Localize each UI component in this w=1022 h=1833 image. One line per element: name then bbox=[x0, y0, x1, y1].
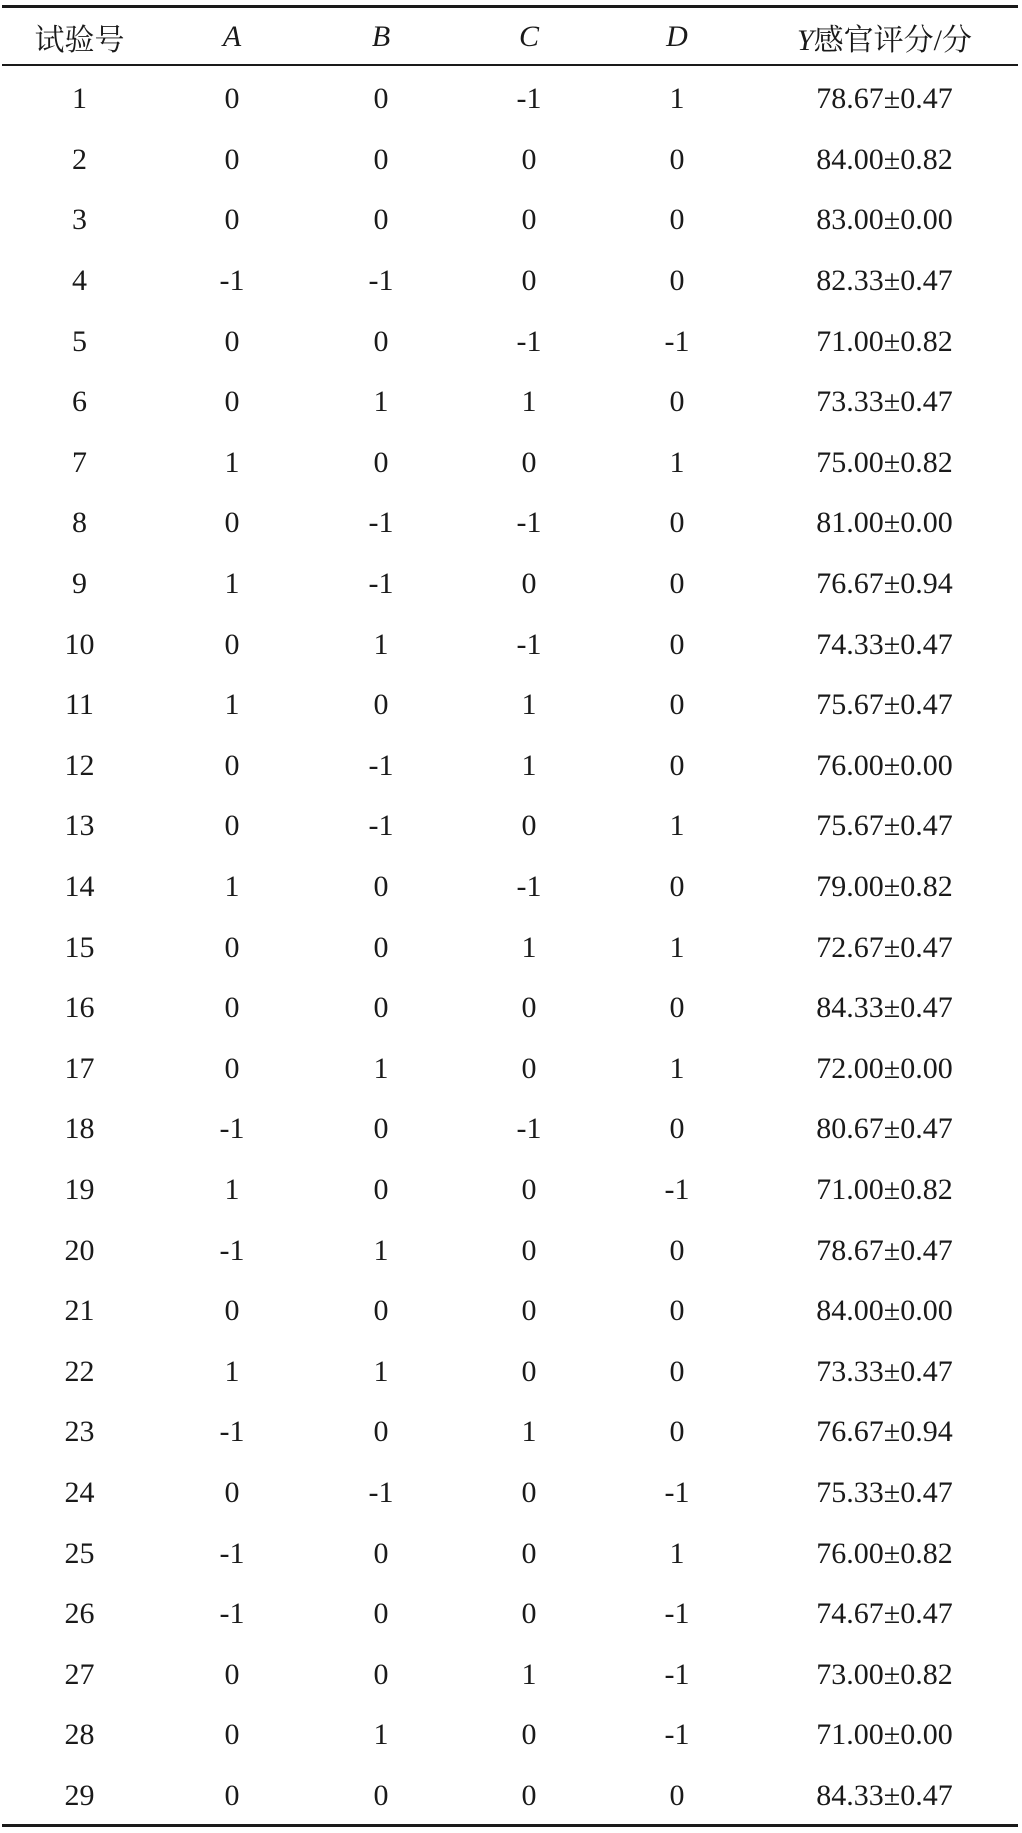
cell-b: 0 bbox=[373, 1778, 389, 1812]
cell-y: 76.67±0.94 bbox=[816, 1415, 953, 1449]
header-y-symbol: Y bbox=[796, 23, 814, 57]
cell-b: 1 bbox=[373, 1718, 389, 1752]
cell-c: -1 bbox=[516, 82, 542, 116]
table-row bbox=[2, 1584, 1018, 1645]
cell-b: 0 bbox=[373, 1112, 389, 1146]
cell-c: 0 bbox=[521, 1051, 537, 1085]
cell-a: 0 bbox=[224, 142, 240, 176]
cell-c: 1 bbox=[521, 688, 537, 722]
cell-a: 0 bbox=[224, 930, 240, 964]
cell-d: -1 bbox=[664, 1475, 690, 1509]
cell-a: 0 bbox=[224, 82, 240, 116]
table-row bbox=[2, 857, 1018, 918]
cell-c: 1 bbox=[521, 385, 537, 419]
cell-trial: 9 bbox=[72, 567, 87, 601]
cell-a: -1 bbox=[219, 1597, 245, 1631]
cell-trial: 7 bbox=[72, 445, 87, 479]
cell-b: 1 bbox=[373, 1051, 389, 1085]
cell-y: 83.00±0.00 bbox=[816, 203, 953, 237]
cell-a: -1 bbox=[219, 1536, 245, 1570]
cell-a: 1 bbox=[224, 1354, 240, 1388]
cell-b: 0 bbox=[373, 445, 389, 479]
cell-y: 75.67±0.47 bbox=[816, 809, 953, 843]
cell-a: 0 bbox=[224, 1778, 240, 1812]
cell-d: 0 bbox=[669, 385, 685, 419]
cell-d: 0 bbox=[669, 203, 685, 237]
cell-y: 74.33±0.47 bbox=[816, 627, 953, 661]
cell-trial: 17 bbox=[64, 1051, 95, 1085]
cell-c: 0 bbox=[521, 1354, 537, 1388]
cell-y: 73.33±0.47 bbox=[816, 385, 953, 419]
cell-trial: 21 bbox=[64, 1294, 95, 1328]
cell-a: 1 bbox=[224, 445, 240, 479]
cell-d: -1 bbox=[664, 324, 690, 358]
cell-a: 0 bbox=[224, 991, 240, 1025]
cell-d: 0 bbox=[669, 1415, 685, 1449]
cell-c: 1 bbox=[521, 1415, 537, 1449]
cell-y: 72.67±0.47 bbox=[816, 930, 953, 964]
cell-y: 84.00±0.82 bbox=[816, 142, 953, 176]
cell-b: -1 bbox=[368, 506, 394, 540]
cell-y: 82.33±0.47 bbox=[816, 264, 953, 298]
cell-d: 1 bbox=[669, 1051, 685, 1085]
cell-a: -1 bbox=[219, 1112, 245, 1146]
header-c: C bbox=[518, 19, 539, 53]
table-row bbox=[2, 433, 1018, 494]
cell-trial: 5 bbox=[72, 324, 87, 358]
cell-y: 71.00±0.82 bbox=[816, 324, 953, 358]
header-y bbox=[751, 8, 1018, 65]
cell-a: 0 bbox=[224, 1294, 240, 1328]
cell-c: 0 bbox=[521, 991, 537, 1025]
cell-b: 0 bbox=[373, 1657, 389, 1691]
cell-trial: 27 bbox=[64, 1657, 95, 1691]
cell-trial: 22 bbox=[64, 1354, 95, 1388]
cell-d: -1 bbox=[664, 1657, 690, 1691]
cell-trial: 28 bbox=[64, 1718, 95, 1752]
cell-a: 0 bbox=[224, 627, 240, 661]
cell-a: 0 bbox=[224, 809, 240, 843]
cell-d: 0 bbox=[669, 1294, 685, 1328]
cell-trial: 18 bbox=[64, 1112, 95, 1146]
cell-y: 73.33±0.47 bbox=[816, 1354, 953, 1388]
cell-b: 0 bbox=[373, 1172, 389, 1206]
cell-c: 0 bbox=[521, 264, 537, 298]
header-row bbox=[2, 8, 1018, 65]
cell-y: 76.67±0.94 bbox=[816, 567, 953, 601]
cell-d: 0 bbox=[669, 506, 685, 540]
cell-trial: 3 bbox=[72, 203, 87, 237]
cell-c: 0 bbox=[521, 1597, 537, 1631]
cell-b: 0 bbox=[373, 688, 389, 722]
cell-c: 0 bbox=[521, 809, 537, 843]
cell-a: -1 bbox=[219, 1233, 245, 1267]
cell-trial: 12 bbox=[64, 748, 95, 782]
cell-c: -1 bbox=[516, 506, 542, 540]
cell-y: 80.67±0.47 bbox=[816, 1112, 953, 1146]
cell-b: 0 bbox=[373, 82, 389, 116]
data-table bbox=[2, 8, 1018, 1826]
table-row bbox=[2, 1039, 1018, 1100]
cell-a: -1 bbox=[219, 1415, 245, 1449]
cell-b: 0 bbox=[373, 1597, 389, 1631]
table-row bbox=[2, 65, 1018, 130]
table-row bbox=[2, 736, 1018, 797]
cell-c: 0 bbox=[521, 1475, 537, 1509]
cell-c: -1 bbox=[516, 324, 542, 358]
cell-c: -1 bbox=[516, 627, 542, 661]
cell-c: -1 bbox=[516, 870, 542, 904]
cell-d: 0 bbox=[669, 688, 685, 722]
table-body bbox=[2, 65, 1018, 1826]
cell-c: 0 bbox=[521, 1536, 537, 1570]
cell-trial: 11 bbox=[65, 688, 94, 722]
table-row bbox=[2, 1160, 1018, 1221]
cell-d: -1 bbox=[664, 1718, 690, 1752]
table-row bbox=[2, 1341, 1018, 1402]
cell-trial: 20 bbox=[64, 1233, 95, 1267]
cell-y: 81.00±0.00 bbox=[816, 506, 953, 540]
cell-y: 84.00±0.00 bbox=[816, 1294, 953, 1328]
cell-d: 0 bbox=[669, 1354, 685, 1388]
cell-b: -1 bbox=[368, 1475, 394, 1509]
table-row bbox=[2, 311, 1018, 372]
cell-y: 84.33±0.47 bbox=[816, 1778, 953, 1812]
table-row bbox=[2, 1402, 1018, 1463]
cell-y: 78.67±0.47 bbox=[816, 82, 953, 116]
cell-trial: 19 bbox=[64, 1172, 95, 1206]
cell-b: -1 bbox=[368, 264, 394, 298]
cell-a: 0 bbox=[224, 748, 240, 782]
header-y-label: 感官评分/分 bbox=[813, 23, 973, 57]
cell-a: 0 bbox=[224, 385, 240, 419]
cell-trial: 15 bbox=[64, 930, 95, 964]
cell-c: 1 bbox=[521, 1657, 537, 1691]
cell-c: 1 bbox=[521, 930, 537, 964]
cell-d: 0 bbox=[669, 1778, 685, 1812]
header-d: D bbox=[666, 19, 688, 53]
cell-a: 1 bbox=[224, 567, 240, 601]
cell-d: 1 bbox=[669, 445, 685, 479]
cell-b: 0 bbox=[373, 203, 389, 237]
cell-a: 0 bbox=[224, 1718, 240, 1752]
cell-b: 1 bbox=[373, 627, 389, 661]
cell-d: 0 bbox=[669, 627, 685, 661]
cell-a: -1 bbox=[219, 264, 245, 298]
table-row bbox=[2, 1705, 1018, 1766]
cell-b: 0 bbox=[373, 1536, 389, 1570]
cell-trial: 6 bbox=[72, 385, 87, 419]
cell-y: 79.00±0.82 bbox=[816, 870, 953, 904]
table-row bbox=[2, 675, 1018, 736]
cell-b: 0 bbox=[373, 324, 389, 358]
cell-d: 0 bbox=[669, 748, 685, 782]
cell-b: 0 bbox=[373, 1294, 389, 1328]
cell-c: 0 bbox=[521, 1294, 537, 1328]
table-row bbox=[2, 251, 1018, 312]
cell-y: 71.00±0.82 bbox=[816, 1172, 953, 1206]
cell-c: -1 bbox=[516, 1112, 542, 1146]
cell-y: 71.00±0.00 bbox=[816, 1718, 953, 1752]
table-row bbox=[2, 1281, 1018, 1342]
table-row bbox=[2, 1644, 1018, 1705]
cell-d: 1 bbox=[669, 82, 685, 116]
cell-a: 0 bbox=[224, 1475, 240, 1509]
cell-c: 1 bbox=[521, 748, 537, 782]
cell-a: 0 bbox=[224, 506, 240, 540]
cell-b: 0 bbox=[373, 870, 389, 904]
cell-b: 1 bbox=[373, 1233, 389, 1267]
cell-b: 0 bbox=[373, 142, 389, 176]
table-row bbox=[2, 1220, 1018, 1281]
cell-c: 0 bbox=[521, 1778, 537, 1812]
cell-y: 75.67±0.47 bbox=[816, 688, 953, 722]
table-row bbox=[2, 1099, 1018, 1160]
cell-d: 1 bbox=[669, 809, 685, 843]
cell-d: 0 bbox=[669, 870, 685, 904]
header-a: A bbox=[222, 19, 242, 53]
cell-c: 0 bbox=[521, 1172, 537, 1206]
cell-a: 0 bbox=[224, 1051, 240, 1085]
cell-trial: 10 bbox=[64, 627, 95, 661]
cell-c: 0 bbox=[521, 1718, 537, 1752]
cell-y: 76.00±0.82 bbox=[816, 1536, 953, 1570]
cell-b: 0 bbox=[373, 930, 389, 964]
cell-a: 1 bbox=[224, 870, 240, 904]
table-row bbox=[2, 1766, 1018, 1827]
table-row bbox=[2, 554, 1018, 615]
cell-d: 1 bbox=[669, 930, 685, 964]
cell-d: 0 bbox=[669, 567, 685, 601]
header-trial: 试验号 bbox=[34, 23, 125, 57]
cell-y: 78.67±0.47 bbox=[816, 1233, 953, 1267]
cell-d: -1 bbox=[664, 1597, 690, 1631]
table-row bbox=[2, 1523, 1018, 1584]
cell-trial: 13 bbox=[64, 809, 95, 843]
cell-d: 0 bbox=[669, 991, 685, 1025]
cell-y: 74.67±0.47 bbox=[816, 1597, 953, 1631]
cell-trial: 23 bbox=[64, 1415, 95, 1449]
table-row bbox=[2, 796, 1018, 857]
cell-d: 0 bbox=[669, 1112, 685, 1146]
table-row bbox=[2, 493, 1018, 554]
cell-b: 1 bbox=[373, 1354, 389, 1388]
cell-a: 0 bbox=[224, 324, 240, 358]
cell-y: 76.00±0.00 bbox=[816, 748, 953, 782]
cell-b: 0 bbox=[373, 991, 389, 1025]
cell-a: 1 bbox=[224, 688, 240, 722]
cell-y: 84.33±0.47 bbox=[816, 991, 953, 1025]
cell-d: 0 bbox=[669, 264, 685, 298]
cell-trial: 1 bbox=[72, 82, 87, 116]
cell-trial: 16 bbox=[64, 991, 95, 1025]
cell-y: 75.33±0.47 bbox=[816, 1475, 953, 1509]
cell-trial: 2 bbox=[72, 142, 87, 176]
cell-a: 0 bbox=[224, 1657, 240, 1691]
cell-y: 75.00±0.82 bbox=[816, 445, 953, 479]
cell-c: 0 bbox=[521, 445, 537, 479]
table-row bbox=[2, 917, 1018, 978]
table-row bbox=[2, 1463, 1018, 1524]
cell-trial: 8 bbox=[72, 506, 87, 540]
cell-trial: 4 bbox=[72, 264, 87, 298]
table-row bbox=[2, 190, 1018, 251]
cell-b: 1 bbox=[373, 385, 389, 419]
cell-b: -1 bbox=[368, 809, 394, 843]
table-row bbox=[2, 372, 1018, 433]
cell-trial: 14 bbox=[64, 870, 95, 904]
cell-b: 0 bbox=[373, 1415, 389, 1449]
table-row bbox=[2, 978, 1018, 1039]
cell-b: -1 bbox=[368, 748, 394, 782]
cell-trial: 29 bbox=[64, 1778, 95, 1812]
cell-d: 1 bbox=[669, 1536, 685, 1570]
cell-c: 0 bbox=[521, 142, 537, 176]
cell-c: 0 bbox=[521, 567, 537, 601]
cell-a: 0 bbox=[224, 203, 240, 237]
header-b: B bbox=[371, 19, 391, 53]
table-row bbox=[2, 614, 1018, 675]
cell-d: 0 bbox=[669, 1233, 685, 1267]
cell-c: 0 bbox=[521, 203, 537, 237]
cell-c: 0 bbox=[521, 1233, 537, 1267]
cell-a: 1 bbox=[224, 1172, 240, 1206]
cell-trial: 24 bbox=[64, 1475, 95, 1509]
cell-trial: 25 bbox=[64, 1536, 95, 1570]
cell-y: 72.00±0.00 bbox=[816, 1051, 953, 1085]
cell-trial: 26 bbox=[64, 1597, 95, 1631]
table-row bbox=[2, 130, 1018, 191]
cell-y: 73.00±0.82 bbox=[816, 1657, 953, 1691]
cell-b: -1 bbox=[368, 567, 394, 601]
cell-d: 0 bbox=[669, 142, 685, 176]
cell-d: -1 bbox=[664, 1172, 690, 1206]
